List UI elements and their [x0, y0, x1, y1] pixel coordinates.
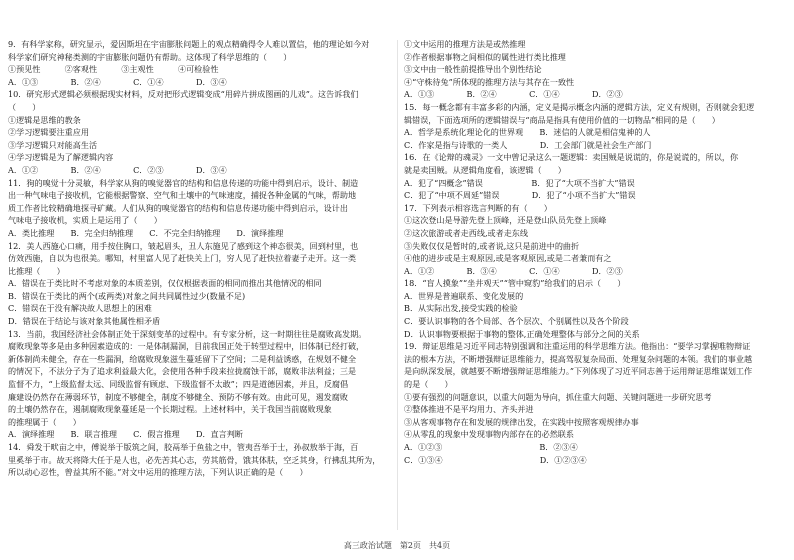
column-divider	[397, 40, 398, 530]
right-text-line: A．哲学是系统化理论化的世界观 B．迷信的人就是相信鬼神的人	[404, 127, 651, 138]
left-text-line: 14．舜发于畎亩之中，傅说举于版筑之间，胶鬲举于鱼盐之中，管夷吾举于士，孙叔敖举于海，百	[8, 442, 359, 452]
left-text-line: 12．美人西施心口痛，用手按住胸口，皱起眉头，丑人东施见了感到这个神态很美，回到村里，也	[8, 240, 359, 251]
left-text-line: 的推理属于（ ）	[8, 416, 81, 427]
right-text-line: 是向纵深发展，就越要不断增强辩证思维能力。”下列体现了习近平同志善于运用辩证思维谋划工作	[404, 366, 753, 377]
right-text-line: ①文中运用的推理方法是或然推理	[404, 39, 526, 49]
right-text-line: B．从实际出发,接受实践的检验	[404, 303, 518, 314]
right-text-line: C．作家是指与诗歌的一类人 D．工会部门就是社会生产部门	[404, 139, 652, 150]
left-text-line: C．错误在于没有解决故人思想上的困难	[8, 303, 152, 314]
right-text-line: 19．辩证思维是习近平同志特别强调和注重运用的科学思维方法。他指出：“要学习掌握唯物辩证	[404, 341, 751, 352]
left-text-line: D．错误在于结论与该对象其他属性相矛盾	[8, 316, 161, 327]
left-text-line: 里奚举于市。故天将降大任于是人也，必先苦其心志，劳其筋骨，饿其体肤，空乏其身，行拂乱其所为，	[8, 454, 381, 465]
right-text-line: C．①③④ D．①②③④	[404, 454, 587, 465]
left-text-line: 科学家们研究神秘类测的宇宙膨胀问题仍有帮助。这体现了科学思维的（ ）	[8, 51, 292, 62]
left-text-line: 所以动心忍性，曾益其所不能。”对文中运用的推理方法，下列认识正确的是（ ）	[8, 467, 308, 478]
right-text-line: 15．每一概念都有丰富多彩的内涵，定义是揭示概念内涵的逻辑方法，定义有规则，否则就会犯逻	[404, 101, 755, 112]
right-text-line: ②作者根据事物之间相似的属性进行类比推理	[404, 51, 566, 62]
right-text-line: ③文中由一般性前提推导出个别性结论	[404, 64, 542, 75]
right-text-line: 辑错误，下面选项所的逻辑错误与“商品是指具有使用价值的一切物品”相同的是（ ）	[404, 114, 720, 125]
right-text-line: ②整体推进不是平均用力、齐头并进	[404, 404, 534, 415]
right-text-line: 就是卖国贼。从逻辑角度看，该逻辑（ ）	[404, 164, 566, 175]
left-text-line: 质工作者比较精确地探寻矿藏。人们从狗的嗅觉器官的结构和信息传递功能中得到启示，设计出	[8, 202, 348, 213]
left-text-line: A．①③ B．②④ C．①④ D．③④	[8, 76, 227, 87]
right-column	[404, 38, 788, 466]
right-text-line: C．犯了“中项不周延”错误 D．犯了“小项不当扩大”错误	[404, 190, 636, 201]
right-text-line: ③失败仅仅是暂时的,或者说,这只是前进中的曲折	[404, 240, 580, 251]
right-text-line: D．认识事物要根据于事物的整体,正确处理整体与部分之间的关系	[404, 328, 640, 339]
left-text-line: A．演绎推理 B．联言推理 C．假言推理 D．直言判断	[8, 429, 243, 440]
left-text-line: B．错误在于类比的两个(或两类)对象之间共同属性过少(数量不足)	[8, 290, 246, 301]
left-text-line: 的情况下，不法分子为了追求利益最大化，会使用各种手段来拉拢腐蚀干部，腐败非法利益；三是	[8, 366, 357, 377]
left-column	[8, 38, 392, 479]
right-text-line: A．①②③ B．②③④	[404, 442, 578, 452]
left-text-line: 新体制尚未健全，存在一些漏洞，给腐败现象滋生蔓延留下了空间；二是利益诱惑，在规划不健全	[8, 353, 357, 364]
right-text-line: ①这次登山是导游先登上顶峰，还是登山队员先登上顶峰	[404, 215, 607, 226]
right-text-line: ④从零乱的现象中发现事物内部存在的必然联系	[404, 429, 574, 440]
left-text-line: 13．当前，我国经济社会体制正处于深刻变革的过程中。有专家分析，这一时期往往是腐败高发期。	[8, 328, 367, 339]
right-text-line: ②这次旅游或者走西线,或者走东线	[404, 227, 528, 238]
left-text-line: 廉建设仍然存在薄弱环节，制度不够健全，制度不够健全、预防不够有效。由此可见，遏发腐败	[8, 391, 348, 402]
left-text-line: 10．研究形式逻辑必须根据现实材料，反对把形式逻辑变成“用碎片拼成图画的儿戏”。这告诉我们	[8, 89, 359, 100]
right-text-line: 16．在《论辩的魂灵》一文中曾记录这么一题逻辑：卖国贼是说谎的，你是说谎的，所以，你	[404, 152, 739, 163]
left-text-line: （ ）	[8, 101, 41, 112]
left-text-line: 气味电子接收机，实质上是运用了（ ）	[8, 215, 162, 226]
left-text-line: 比推理（ ）	[8, 265, 65, 276]
left-text-line: ①逻辑是思维的教条	[8, 114, 81, 125]
right-text-line: C．要认识事物的各个局部、各个层次、个别属性以及各个阶段	[404, 316, 629, 327]
left-text-line: 出一种气味电子接收机，它能根据警察、空气和土壤中的气味速度，捕捉各种金属的气味，帮助地	[8, 190, 357, 201]
right-text-line: 法的根本方法，不断增强辩证思维能力，提高驾驭复杂局面、处理复杂问题的本领。我们的事业越	[404, 353, 753, 364]
left-text-line: 仿效西施，自以为也很美。哪知，村里富人见了赶快关上门，穷人见了赶快拉着妻子走开。这一类	[8, 253, 357, 264]
left-text-line: 11．狗的嗅觉十分灵敏，科学家从狗的嗅觉器官的结构和信息传递的功能中得到启示，设计、制造	[8, 177, 359, 188]
right-text-line: A．①② B．③④ C．①④ D．②③	[404, 265, 623, 276]
page-footer: 高三政治试题 第2页 共4页	[343, 541, 451, 550]
left-text-line: A．类比推理 B．完全归纳推理 C．不完全归纳推理 D．演绎推理	[8, 227, 284, 238]
right-text-line: A．世界是普遍联系、变化发展的	[404, 290, 524, 301]
left-text-line: ④学习逻辑是为了解逻辑内容	[8, 152, 114, 163]
right-text-line: ④“守株待兔”所体现的推理方法与其存在一致性	[404, 76, 575, 87]
left-text-line: 监督不力，“上级监督太远、同级监督有顾虑、下级监督不太敢”；四是道德因素，并且，反腐倡	[8, 379, 349, 390]
left-text-line: A．①② B．②④ C．②③ D．③④	[8, 164, 227, 175]
right-text-line: ④他的进步或是主观原因,或是客观原因,或是二者兼而有之	[404, 253, 612, 264]
left-text-line: A．错误在于类比时不考虑对象的本质差别，仅仅根据表面的相同而推出其他情况的相同	[8, 278, 322, 289]
left-text-line: 的土壤仍然存在，遏制腐败现象蔓延是一个长期过程。上述材料中，关于我国当前腐败现象	[8, 404, 332, 415]
right-text-line: 的是（ ）	[404, 379, 453, 390]
left-text-line: ②学习逻辑要注重应用	[8, 127, 89, 138]
left-text-line: 9．有科学家称，研究显示，爱因斯坦在宇宙膨胀问题上的观点精确得令人难以置信，他的理论如今对	[8, 39, 370, 49]
left-text-line: 腐败现象等多是由多种因素造成的：一是体制漏洞，目前我国正处于转型过程中，旧体制已经打破，	[8, 341, 365, 352]
right-text-line: ①要有强烈的问题意识，以重大问题为导向，抓住重大问题、关键问题进一步研究思考	[404, 391, 712, 402]
right-text-line: A．犯了“四概念”错误 B．犯了“大项不当扩大”错误	[404, 177, 635, 188]
right-text-line: 17．下列表示相容选言判断的有（ ）	[404, 202, 552, 213]
right-text-line: ③从客观事物存在和发展的规律出发，在实践中按照客观规律办事	[404, 416, 639, 427]
left-text-line: ③学习逻辑只对能高生活	[8, 139, 98, 150]
right-text-line: A．①③ B．②④ C．①④ D．②③	[404, 89, 623, 100]
right-text-line: 18．“盲人摸象”“坐井观天”“管中窥豹”给我们的启示（ ）	[404, 278, 626, 289]
left-text-line: ①预见性 ②客观性 ③主观性 ④可检验性	[8, 64, 219, 75]
